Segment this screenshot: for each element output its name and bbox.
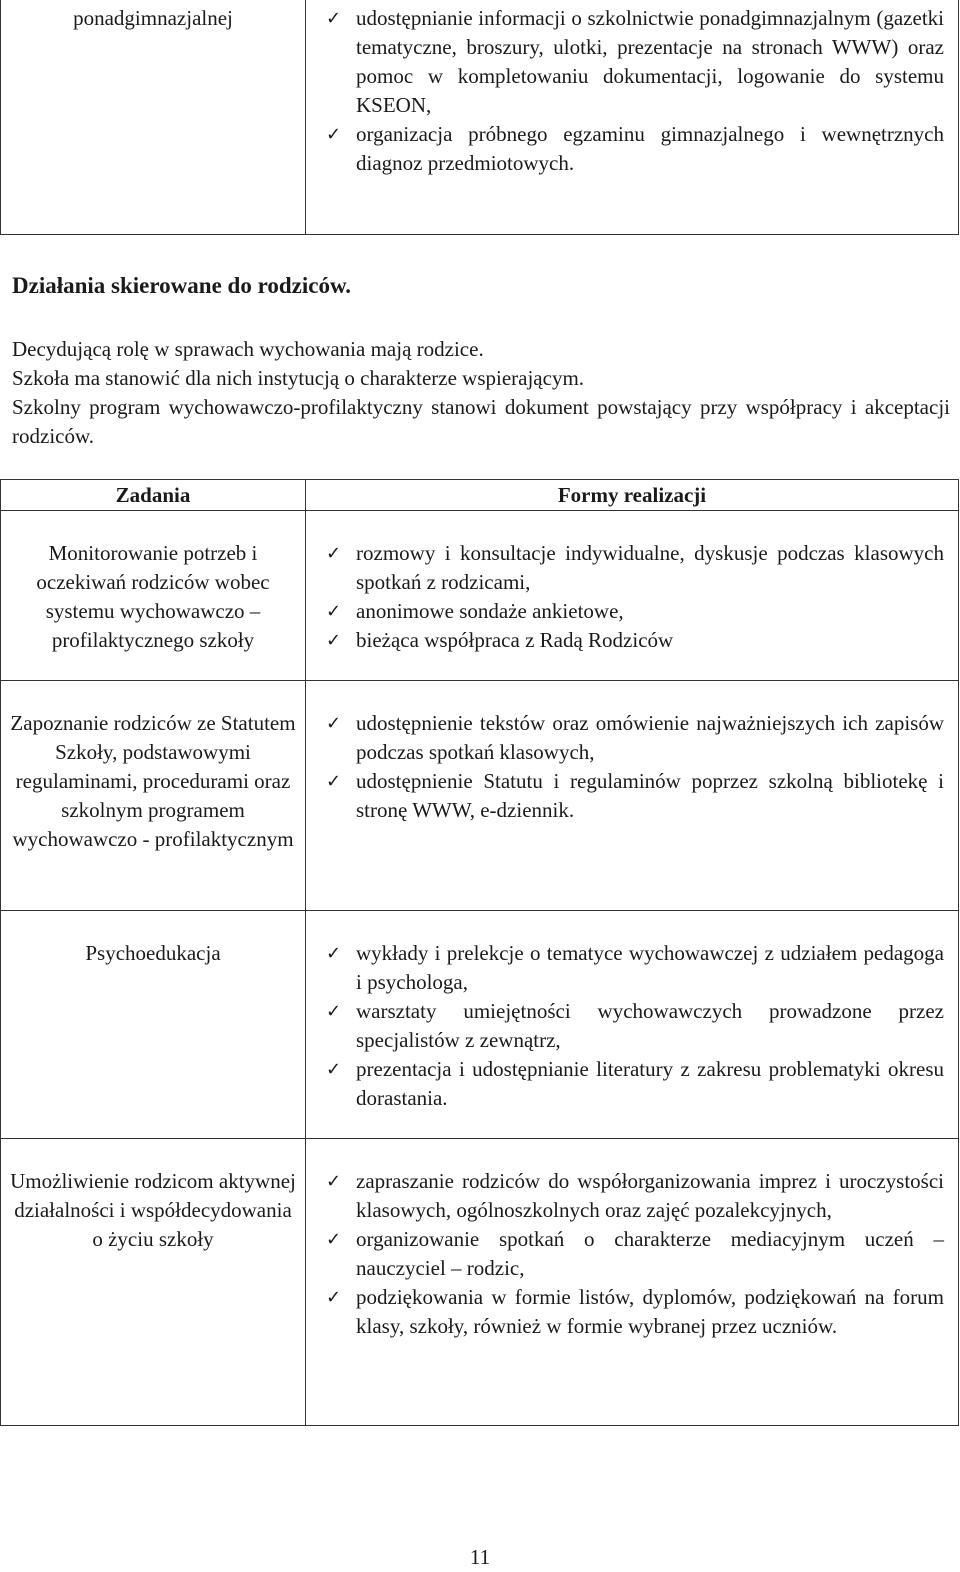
intro-paragraph: Decydującą rolę w sprawach wychowania mają rodzice. [12, 337, 484, 361]
check-icon: ✓ [326, 1229, 342, 1250]
list-item: ✓ organizowanie spotkań o charakterze mediacyjnym uczeń – nauczyciel – rodzic, [326, 1227, 944, 1280]
task-text: ponadgimnazjalnej [73, 6, 233, 30]
table-row [1, 681, 959, 911]
table-row [1, 511, 959, 681]
forms-list [324, 4, 944, 178]
forms-cell [306, 911, 959, 1139]
header-tasks: Zadania [1, 480, 306, 511]
forms-list [324, 1167, 944, 1341]
list-item: ✓ warsztaty umiejętności wychowawczych prowadzone przez specjalistów z zewnątrz, [326, 999, 944, 1052]
section-intro [12, 335, 950, 451]
check-icon: ✓ [326, 543, 342, 564]
check-icon: ✓ [326, 8, 342, 29]
forms-list [324, 939, 944, 1113]
intro-paragraph: Szkoła ma stanowić dla nich instytucją o charakterze wspierającym. [12, 366, 585, 390]
list-item: ✓ udostępnienie Statutu i regulaminów poprzez szkolną bibliotekę i stronę WWW, e-dziennik. [326, 769, 944, 822]
table-row [1, 1139, 959, 1426]
check-icon: ✓ [326, 124, 342, 145]
list-item: ✓ udostępnianie informacji o szkolnictwie ponadgimnazjalnym (gazetki tematyczne, broszury, ulotki, prezentacje na stronach WWW) oraz pomoc w kompletowaniu dokumentacji, logowanie do systemu KSEON, [326, 6, 944, 117]
forms-cell [306, 1139, 959, 1426]
forms-list [324, 709, 944, 825]
task-cell [1, 1139, 306, 1426]
check-icon: ✓ [326, 1287, 342, 1308]
task-cell [1, 681, 306, 911]
forms-cell [306, 0, 959, 234]
list-item: ✓ udostępnienie tekstów oraz omówienie najważniejszych ich zapisów podczas spotkań klasowych, [326, 711, 944, 764]
page-number: 11 [469, 1545, 491, 1569]
list-item: ✓ rozmowy i konsultacje indywidualne, dyskusje podczas klasowych spotkań z rodzicami, [326, 541, 944, 594]
forms-cell [306, 681, 959, 911]
list-item: ✓ podziękowania w formie listów, dyplomów, podziękowań na forum klasy, szkoły, również w formie wybranej przez uczniów. [326, 1285, 944, 1338]
list-item: ✓ anonimowe sondaże ankietowe, [324, 597, 944, 626]
check-icon: ✓ [326, 1059, 342, 1080]
check-icon: ✓ [326, 1171, 342, 1192]
task-cell [1, 0, 306, 234]
check-icon: ✓ [326, 601, 342, 622]
check-icon: ✓ [326, 771, 342, 792]
list-item: ✓ bieżąca współpraca z Radą Rodziców [324, 626, 944, 655]
forms-cell [306, 511, 959, 681]
task-cell [1, 511, 306, 681]
list-item: ✓ organizacja próbnego egzaminu gimnazjalnego i wewnętrznych diagnoz przedmiotowych. [326, 122, 944, 175]
previous-table-continuation [0, 0, 959, 235]
forms-list [324, 539, 944, 655]
check-icon: ✓ [326, 943, 342, 964]
task-text: Zapoznanie rodziców ze Statutem Szkoły, podstawowymi regulaminami, procedurami oraz szkolnym programem wychowawczo - profilaktycznym [10, 711, 296, 851]
check-icon: ✓ [326, 1001, 342, 1022]
task-cell [1, 911, 306, 1139]
list-item: ✓ prezentacja i udostępnianie literatury z zakresu problematyki okresu dorastania. [326, 1057, 944, 1110]
parents-actions-table [0, 479, 959, 1426]
table-row [1, 0, 959, 234]
section-heading: Działania skierowane do rodziców. [12, 273, 352, 298]
table-header-row [1, 480, 959, 511]
table-row [1, 911, 959, 1139]
check-icon: ✓ [326, 713, 342, 734]
list-item: ✓ wykłady i prelekcje o tematyce wychowawczej z udziałem pedagoga i psychologa, [326, 941, 944, 994]
task-text: Monitorowanie potrzeb i oczekiwań rodziców wobec systemu wychowawczo – profilaktycznego szkoły [36, 541, 270, 652]
intro-paragraph: Szkolny program wychowawczo-profilaktyczny stanowi dokument powstający przy współpracy i akceptacji rodziców. [12, 395, 950, 448]
check-icon: ✓ [326, 630, 342, 651]
header-forms: Formy realizacji [306, 480, 959, 511]
task-text: Umożliwienie rodzicom aktywnej działalności i współdecydowania o życiu szkoły [10, 1169, 296, 1251]
task-text: Psychoedukacja [85, 941, 221, 965]
list-item: ✓ zapraszanie rodziców do współorganizowania imprez i uroczystości klasowych, ogólnoszkolnych oraz zajęć pozalekcyjnych, [326, 1169, 944, 1222]
